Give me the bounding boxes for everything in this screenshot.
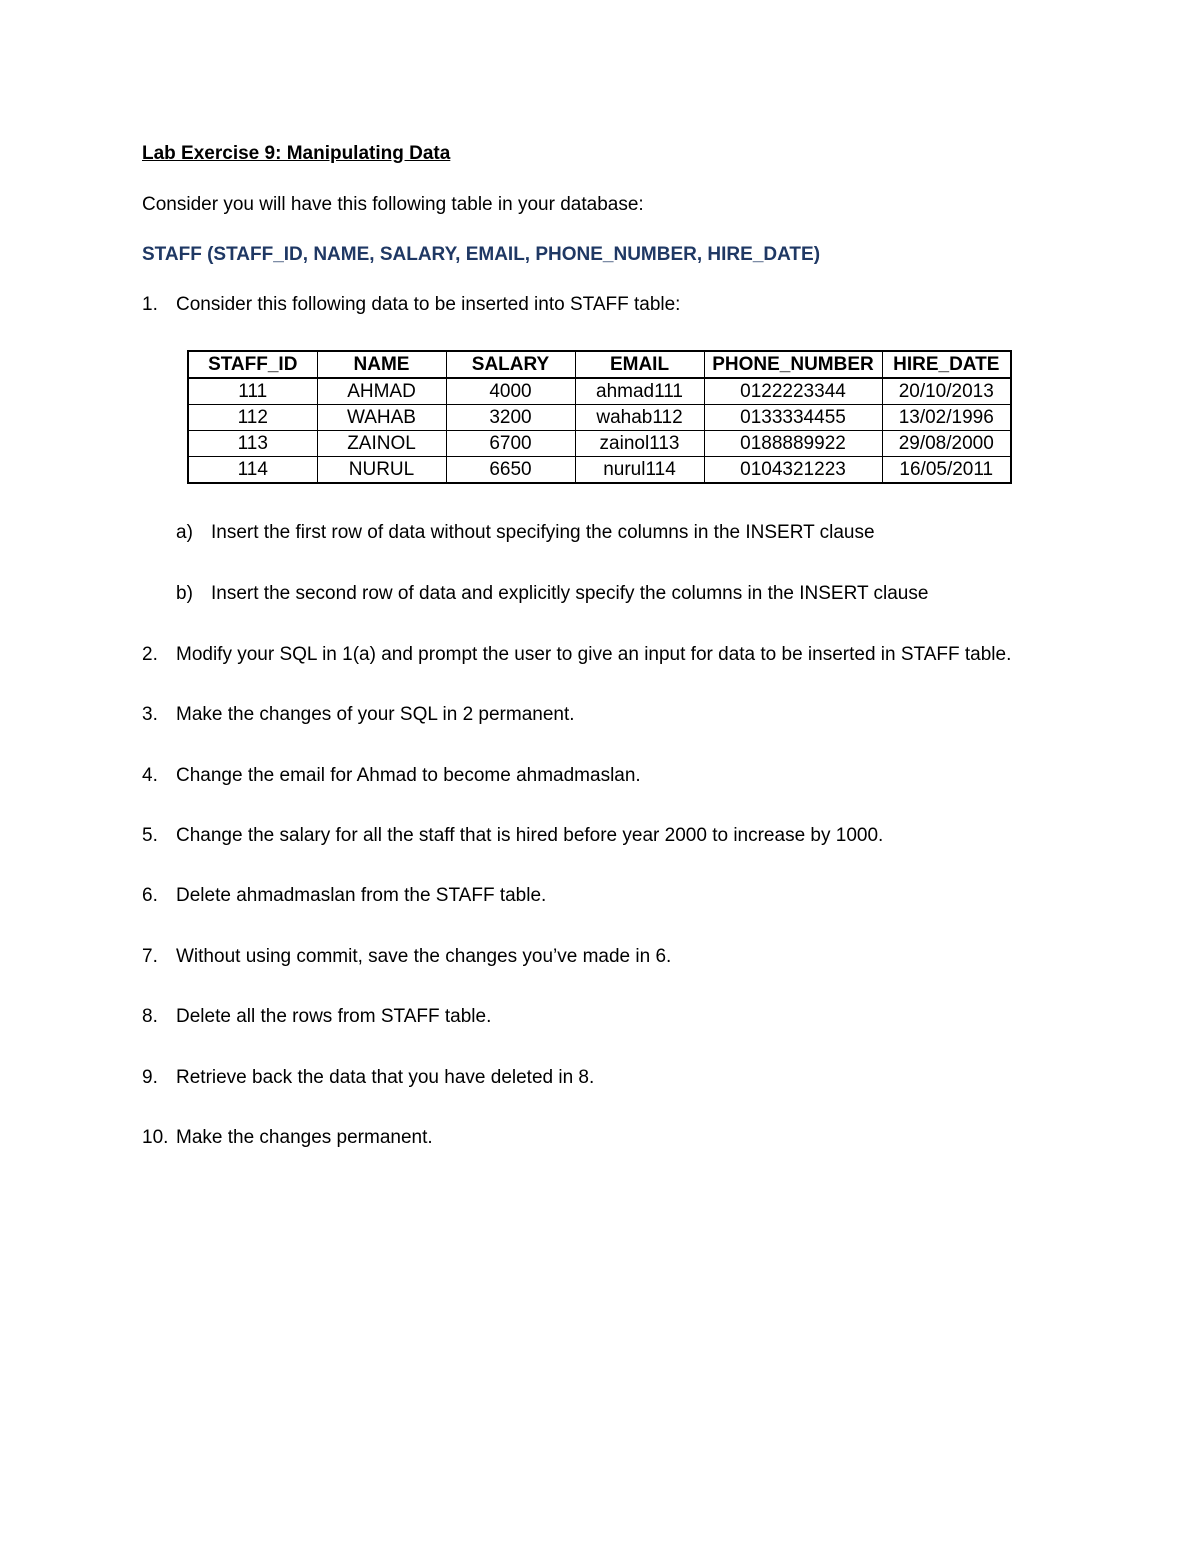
question-6 [142, 885, 546, 907]
column-header: EMAIL [575, 351, 704, 378]
question-text: Delete ahmadmaslan from the STAFF table. [176, 885, 547, 906]
sub-question-a [176, 522, 875, 544]
column-header: STAFF_ID [188, 351, 317, 378]
question-number: 5. [142, 825, 158, 846]
table-cell: 114 [188, 457, 317, 484]
table-row [188, 457, 1011, 484]
question-text: Without using commit, save the changes you’ve made in 6. [176, 946, 672, 967]
sub-question-label: a) [176, 522, 193, 543]
question-number: 2. [142, 644, 158, 665]
table-cell: 4000 [446, 378, 575, 405]
sub-question-label: b) [176, 583, 193, 604]
table-cell: 0122223344 [704, 378, 882, 405]
question-number: 10. [142, 1127, 169, 1148]
question-4 [142, 765, 641, 787]
table-cell: nurul114 [575, 457, 704, 484]
question-number: 4. [142, 765, 158, 786]
table-cell: 0188889922 [704, 431, 882, 457]
question-number: 3. [142, 704, 158, 725]
intro-text: Consider you will have this following table in your database: [142, 194, 644, 215]
table-cell: 111 [188, 378, 317, 405]
question-10 [142, 1127, 433, 1149]
question-8 [142, 1006, 491, 1028]
table-cell: ZAINOL [317, 431, 446, 457]
question-text: Make the changes of your SQL in 2 permanent. [176, 704, 575, 725]
page-title: Lab Exercise 9: Manipulating Data [142, 143, 451, 164]
table-cell: 6700 [446, 431, 575, 457]
table-cell: 0104321223 [704, 457, 882, 484]
question-text: Delete all the rows from STAFF table. [176, 1006, 492, 1027]
table-cell: 16/05/2011 [882, 457, 1011, 484]
table-header-row [188, 351, 1011, 378]
table-cell: NURUL [317, 457, 446, 484]
question-number: 1. [142, 294, 158, 315]
table-cell: WAHAB [317, 405, 446, 431]
question-2 [142, 644, 1011, 666]
table-cell: ahmad111 [575, 378, 704, 405]
table-cell: 6650 [446, 457, 575, 484]
table-cell: 112 [188, 405, 317, 431]
table-cell: AHMAD [317, 378, 446, 405]
table-cell: 13/02/1996 [882, 405, 1011, 431]
column-header: SALARY [446, 351, 575, 378]
question-number: 9. [142, 1067, 158, 1088]
question-text: Change the salary for all the staff that is hired before year 2000 to increase by 1000. [176, 825, 884, 846]
question-number: 7. [142, 946, 158, 967]
table-cell: 0133334455 [704, 405, 882, 431]
staff-data-table [187, 350, 1012, 484]
question-number: 6. [142, 885, 158, 906]
question-text: Modify your SQL in 1(a) and prompt the user to give an input for data to be inserted in STAFF table. [176, 644, 1012, 665]
column-header: NAME [317, 351, 446, 378]
question-text: Retrieve back the data that you have deleted in 8. [176, 1067, 595, 1088]
question-text: Consider this following data to be inserted into STAFF table: [176, 294, 681, 315]
table-cell: 29/08/2000 [882, 431, 1011, 457]
sub-question-text: Insert the second row of data and explicitly specify the columns in the INSERT clause [211, 583, 929, 604]
table-cell: 20/10/2013 [882, 378, 1011, 405]
question-text: Change the email for Ahmad to become ahmadmaslan. [176, 765, 641, 786]
question-1 [142, 294, 680, 316]
question-number: 8. [142, 1006, 158, 1027]
table-row [188, 405, 1011, 431]
table-row [188, 431, 1011, 457]
table-cell: 3200 [446, 405, 575, 431]
schema-definition: STAFF (STAFF_ID, NAME, SALARY, EMAIL, PHONE_NUMBER, HIRE_DATE) [142, 244, 821, 265]
sub-question-b [176, 583, 928, 605]
table-cell: 113 [188, 431, 317, 457]
table-row [188, 378, 1011, 405]
sub-question-text: Insert the first row of data without specifying the columns in the INSERT clause [211, 522, 875, 543]
question-7 [142, 946, 671, 968]
question-9 [142, 1067, 594, 1089]
question-text: Make the changes permanent. [176, 1127, 433, 1148]
table-cell: wahab112 [575, 405, 704, 431]
question-3 [142, 704, 575, 726]
column-header: PHONE_NUMBER [704, 351, 882, 378]
question-5 [142, 825, 883, 847]
column-header: HIRE_DATE [882, 351, 1011, 378]
table-cell: zainol113 [575, 431, 704, 457]
